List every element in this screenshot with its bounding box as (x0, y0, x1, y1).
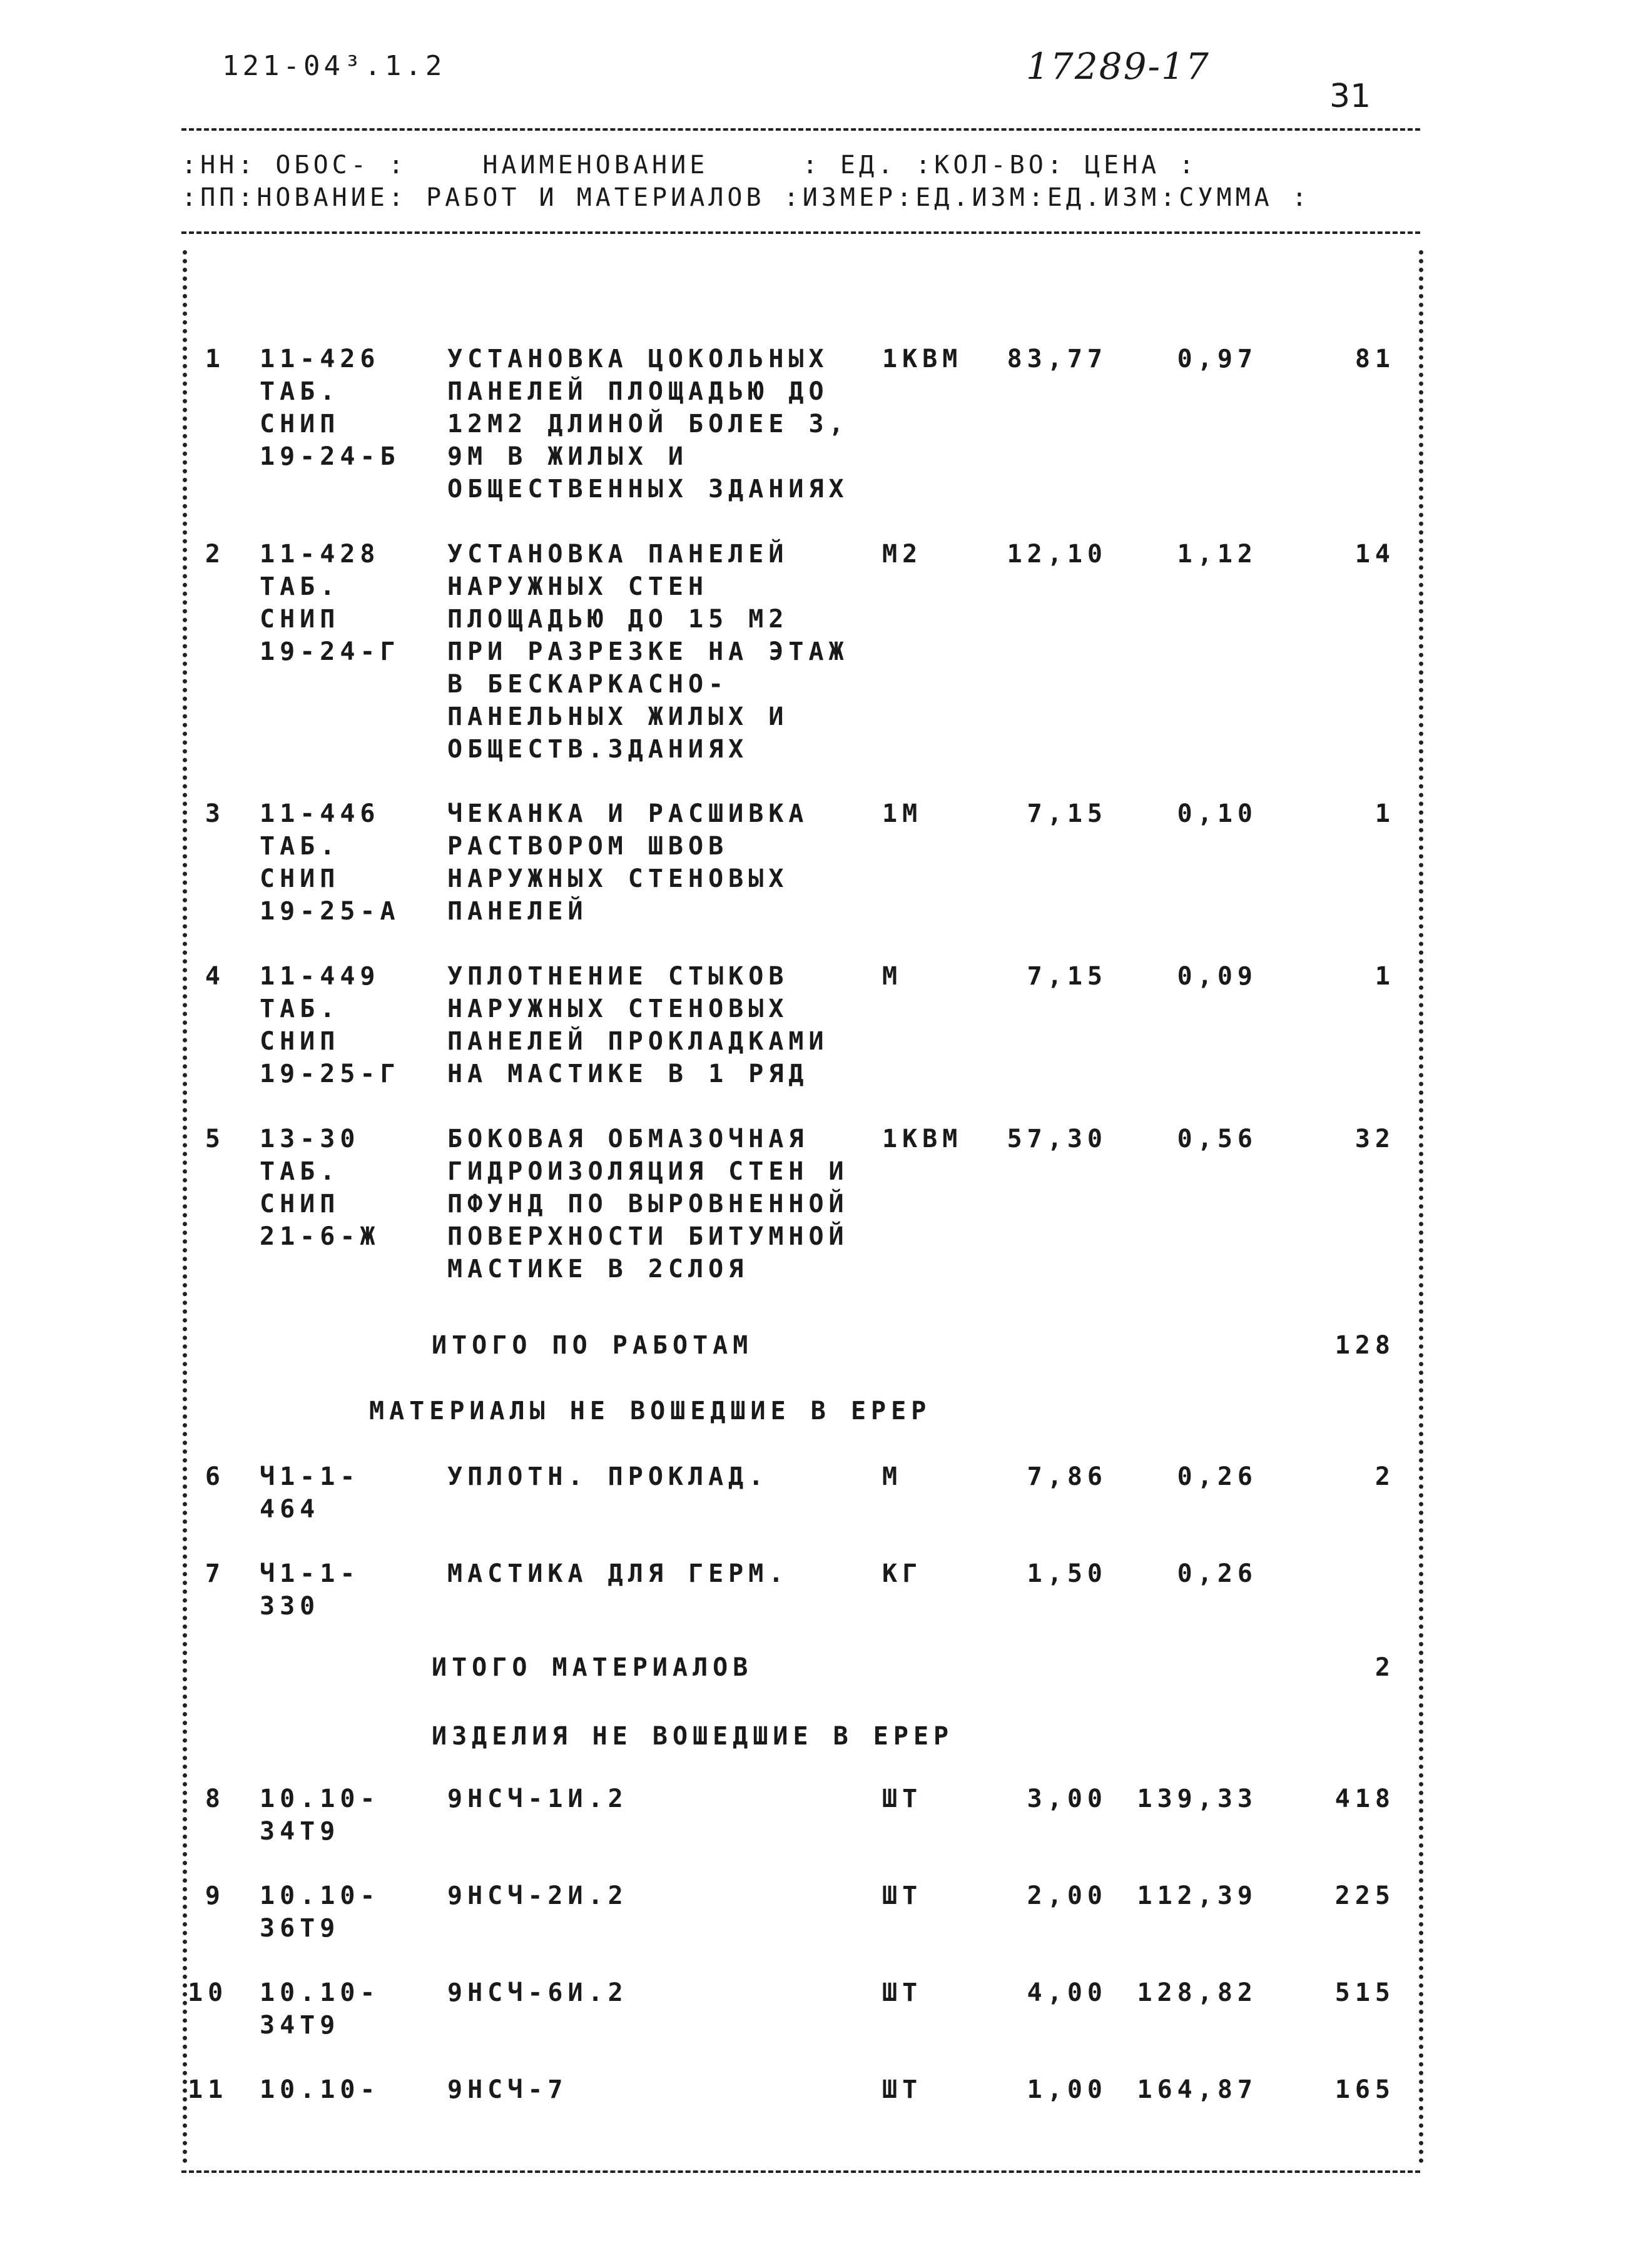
row-number: 6 (205, 1462, 225, 1491)
row-price: 0,56 (1177, 1125, 1258, 1153)
row-name-line: ПАНЕЛЕЙ ПРОКЛАДКАМИ (447, 1027, 829, 1056)
row-code-line: ТАБ. (260, 995, 340, 1023)
row-unit: ШТ (882, 1881, 923, 1910)
row-quantity: 7,15 (1027, 962, 1107, 991)
materials-total-value: 2 (1374, 1653, 1395, 1682)
row-quantity: 7,86 (1027, 1462, 1107, 1491)
row-name-line: МАСТИКА ДЛЯ ГЕРМ. (447, 1559, 789, 1588)
row-name-line: ПАНЕЛЬНЫХ ЖИЛЫХ И (447, 702, 789, 731)
row-name-line: 9НСЧ-2И.2 (447, 1881, 628, 1910)
row-price: 0,97 (1177, 345, 1258, 373)
row-number: 8 (205, 1785, 225, 1813)
row-quantity: 7,15 (1027, 799, 1107, 828)
row-number: 2 (205, 540, 225, 569)
row-name-line: НАРУЖНЫХ СТЕН (447, 572, 709, 601)
row-unit: ШТ (882, 2075, 923, 2104)
row-name-line: ПАНЕЛЕЙ ПЛОЩАДЬЮ ДО (447, 377, 829, 406)
row-number: 7 (205, 1559, 225, 1588)
row-name-line: УПЛОТНЕНИЕ СТЫКОВ (447, 962, 789, 991)
header-line-1: :НН: ОБОС- : НАИМЕНОВАНИЕ : ЕД. :КОЛ-ВО: ЦЕНА : (181, 151, 1198, 180)
row-name-line: ЧЕКАНКА И РАСШИВКА (447, 799, 809, 828)
row-name-line: ОБЩЕСТВ.ЗДАНИЯХ (447, 735, 749, 764)
row-sum: 14 (1354, 540, 1395, 569)
row-code-line: 21-6-Ж (260, 1222, 380, 1251)
bottom-rule (181, 2170, 1420, 2173)
row-code-line: СНИП (260, 1190, 340, 1218)
document-code: 121-04³.1.2 (222, 50, 446, 82)
row-code-line: 464 (260, 1495, 320, 1524)
row-code-line: Ч1-1- (260, 1559, 360, 1588)
row-code-line: 10.10- (260, 2075, 380, 2104)
row-code-line: 34Т9 (260, 1817, 340, 1846)
row-quantity: 3,00 (1027, 1785, 1107, 1813)
works-total-label: ИТОГО ПО РАБОТАМ (432, 1331, 753, 1360)
row-price: 128,82 (1137, 1978, 1258, 2007)
row-name-line: ПЛОЩАДЬЮ ДО 15 М2 (447, 605, 789, 634)
row-price: 1,12 (1177, 540, 1258, 569)
row-unit: 1М (882, 799, 923, 828)
row-number: 1 (205, 345, 225, 373)
row-name-line: МАСТИКЕ В 2СЛОЯ (447, 1255, 749, 1283)
header-rule (181, 231, 1420, 234)
row-code-line: СНИП (260, 410, 340, 438)
row-name-line: ПФУНД ПО ВЫРОВНЕННОЙ (447, 1190, 849, 1218)
row-name-line: НА МАСТИКЕ В 1 РЯД (447, 1060, 809, 1088)
row-sum: 165 (1334, 2075, 1395, 2104)
row-quantity: 1,00 (1027, 2075, 1107, 2104)
row-name-line: ПОВЕРХНОСТИ БИТУМНОЙ (447, 1222, 849, 1251)
row-sum: 81 (1354, 345, 1395, 373)
row-code-line: 11-426 (260, 345, 380, 373)
row-price: 139,33 (1137, 1785, 1258, 1813)
row-name-line: УСТАНОВКА ЦОКОЛЬНЫХ (447, 345, 829, 373)
row-price: 0,26 (1177, 1559, 1258, 1588)
row-name-line: НАРУЖНЫХ СТЕНОВЫХ (447, 995, 789, 1023)
row-code-line: Ч1-1- (260, 1462, 360, 1491)
row-sum: 1 (1374, 962, 1395, 991)
row-unit: ШТ (882, 1785, 923, 1813)
row-code-line: 330 (260, 1592, 320, 1621)
row-unit: 1КВМ (882, 345, 963, 373)
row-quantity: 1,50 (1027, 1559, 1107, 1588)
row-number: 5 (205, 1125, 225, 1153)
row-name-line: УСТАНОВКА ПАНЕЛЕЙ (447, 540, 789, 569)
row-name-line: УПЛОТН. ПРОКЛАД. (447, 1462, 769, 1491)
row-quantity: 4,00 (1027, 1978, 1107, 2007)
row-price: 112,39 (1137, 1881, 1258, 1910)
row-unit: КГ (882, 1559, 923, 1588)
materials-total-label: ИТОГО МАТЕРИАЛОВ (432, 1653, 753, 1682)
row-quantity: 83,77 (1007, 345, 1107, 373)
row-sum: 515 (1334, 1978, 1395, 2007)
row-name-line: БОКОВАЯ ОБМАЗОЧНАЯ (447, 1125, 809, 1153)
row-unit: М2 (882, 540, 923, 569)
row-code-line: 10.10- (260, 1978, 380, 2007)
row-code-line: СНИП (260, 605, 340, 634)
handwritten-number: 17289-17 (1026, 45, 1210, 88)
row-quantity: 12,10 (1007, 540, 1107, 569)
row-code-line: 19-24-Г (260, 637, 400, 666)
row-number: 10 (188, 1978, 228, 2007)
row-name-line: ПРИ РАЗРЕЗКЕ НА ЭТАЖ (447, 637, 849, 666)
row-name-line: ГИДРОИЗОЛЯЦИЯ СТЕН И (447, 1157, 849, 1186)
row-code-line: 10.10- (260, 1785, 380, 1813)
row-code-line: 11-428 (260, 540, 380, 569)
row-unit: ШТ (882, 1978, 923, 2007)
row-name-line: 9НСЧ-7 (447, 2075, 568, 2104)
left-border (183, 250, 187, 2164)
row-number: 3 (205, 799, 225, 828)
row-name-line: 12М2 ДЛИНОЙ БОЛЕЕ 3, (447, 410, 849, 438)
page-number: 31 (1329, 78, 1371, 115)
row-code-line: 13-30 (260, 1125, 360, 1153)
works-total-value: 128 (1334, 1331, 1395, 1360)
row-sum: 418 (1334, 1785, 1395, 1813)
row-sum: 225 (1334, 1881, 1395, 1910)
row-unit: М (882, 1462, 903, 1491)
row-name-line: 9НСЧ-1И.2 (447, 1785, 628, 1813)
row-code-line: ТАБ. (260, 377, 340, 406)
row-code-line: 36Т9 (260, 1914, 340, 1943)
row-name-line: ПАНЕЛЕЙ (447, 897, 588, 926)
row-name-line: 9М В ЖИЛЫХ И (447, 442, 688, 471)
row-code-line: ТАБ. (260, 832, 340, 861)
row-name-line: НАРУЖНЫХ СТЕНОВЫХ (447, 864, 789, 893)
products-section-title: ИЗДЕЛИЯ НЕ ВОШЕДШИЕ В ЕРЕР (432, 1722, 954, 1751)
row-code-line: 19-24-Б (260, 442, 400, 471)
row-code-line: 19-25-А (260, 897, 400, 926)
row-name-line: 9НСЧ-6И.2 (447, 1978, 628, 2007)
row-price: 0,09 (1177, 962, 1258, 991)
materials-section-title: МАТЕРИАЛЫ НЕ ВОШЕДШИЕ В ЕРЕР (369, 1397, 932, 1425)
top-rule (181, 128, 1420, 131)
row-number: 11 (188, 2075, 228, 2104)
row-sum: 1 (1374, 799, 1395, 828)
row-unit: М (882, 962, 903, 991)
row-price: 0,10 (1177, 799, 1258, 828)
right-border (1419, 250, 1423, 2164)
row-code-line: 11-449 (260, 962, 380, 991)
row-code-line: 11-446 (260, 799, 380, 828)
row-code-line: 34Т9 (260, 2011, 340, 2040)
row-sum: 32 (1354, 1125, 1395, 1153)
row-quantity: 57,30 (1007, 1125, 1107, 1153)
row-name-line: В БЕСКАРКАСНО- (447, 670, 729, 699)
row-code-line: ТАБ. (260, 1157, 340, 1186)
row-number: 4 (205, 962, 225, 991)
row-code-line: ТАБ. (260, 572, 340, 601)
row-code-line: 10.10- (260, 1881, 380, 1910)
row-sum: 2 (1374, 1462, 1395, 1491)
row-number: 9 (205, 1881, 225, 1910)
row-code-line: СНИП (260, 1027, 340, 1056)
header-line-2: :ПП:НОВАНИЕ: РАБОТ И МАТЕРИАЛОВ :ИЗМЕР:ЕД.ИЗМ:ЕД.ИЗМ:СУММА : (181, 183, 1311, 212)
row-quantity: 2,00 (1027, 1881, 1107, 1910)
row-price: 164,87 (1137, 2075, 1258, 2104)
row-name-line: РАСТВОРОМ ШВОВ (447, 832, 729, 861)
row-name-line: ОБЩЕСТВЕННЫХ ЗДАНИЯХ (447, 475, 849, 504)
row-unit: 1КВМ (882, 1125, 963, 1153)
row-code-line: СНИП (260, 864, 340, 893)
row-price: 0,26 (1177, 1462, 1258, 1491)
row-code-line: 19-25-Г (260, 1060, 400, 1088)
